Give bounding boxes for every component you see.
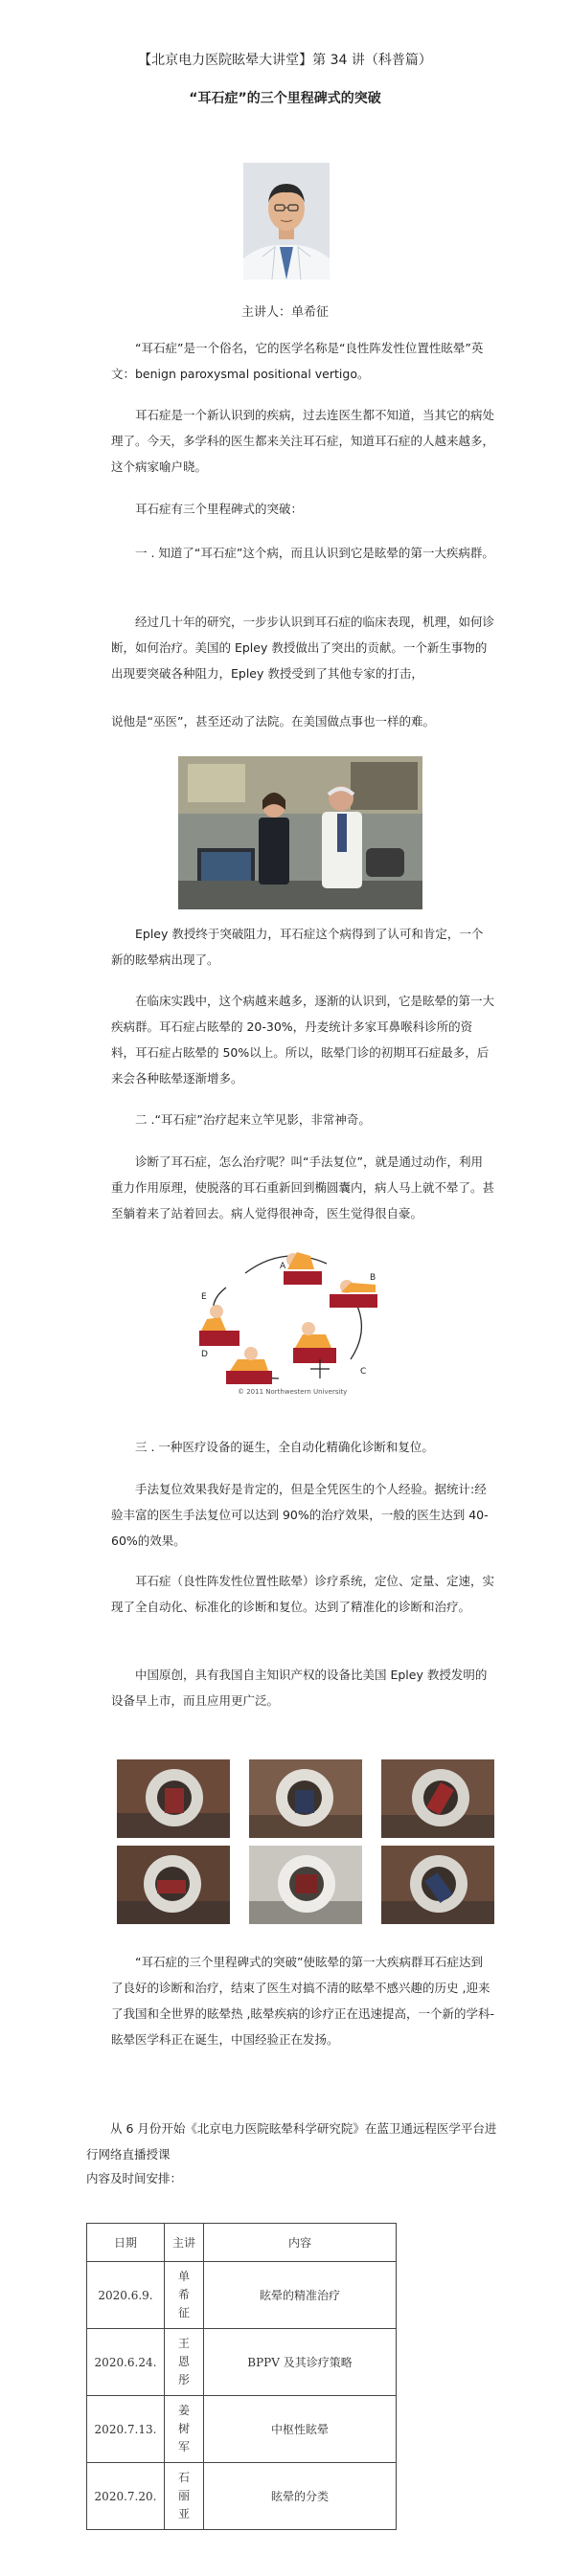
speaker-cell: 单希征 <box>165 2262 204 2329</box>
paragraph: 从 6 月份开始《北京电力医院眩晕科学研究院》在蓝卫通远程医学平台进行网络直播授课 <box>86 2121 497 2162</box>
speaker-line: 主讲人：单希征 <box>240 305 329 320</box>
column-header: 主讲 <box>165 2224 204 2262</box>
topic-cell: 眩晕的分类 <box>204 2463 397 2530</box>
date-cell: 2020.7.20. <box>87 2463 165 2530</box>
schedule-table <box>86 2223 397 2530</box>
table-row <box>87 2396 397 2463</box>
diagram-label: B <box>370 1273 376 1283</box>
device-photo <box>249 1759 362 1838</box>
device-photo <box>117 1846 230 1924</box>
paragraph: “耳石症”是一个俗名，它的医学名称是“良性阵发性位置性眩晕”英文：benign paroxysmal positional vertigo。 <box>111 341 484 381</box>
lecture-header: 【北京电力医院眩晕大讲堂】第 34 讲（科普篇） <box>138 53 432 68</box>
device-photo <box>249 1846 362 1924</box>
diagram-label: D <box>201 1350 208 1359</box>
paragraph: Epley 教授终于突破阻力，耳石症这个病得到了认可和肯定，一个新的眩晕病出现了。 <box>111 927 484 967</box>
paragraph: 在临床实践中，这个病越来越多，逐渐的认识到，它是眩晕的第一大疾病群。耳石症占眩晕的 20-30%，丹麦统计多家耳鼻喉科诊所的资料，耳石症占眩晕的 50%以上。所以，眩晕门诊的初期耳石症最多，后来会各种眩晕逐渐增多。 <box>111 994 495 1086</box>
speaker-cell: 石丽亚 <box>165 2463 204 2530</box>
table-header-row <box>87 2224 397 2262</box>
figure-caption: © 2011 Northwestern University <box>238 1388 348 1396</box>
date-cell: 2020.6.24. <box>87 2329 165 2396</box>
device-photo <box>117 1759 230 1838</box>
table-row <box>87 2329 397 2396</box>
date-cell: 2020.6.9. <box>87 2262 165 2329</box>
diagram-label: C <box>360 1367 367 1377</box>
paragraph: 诊断了耳石症，怎么治疗呢？叫“手法复位”，就是通过动作，利用重力作用原理，使脱落的耳石重新回到椭圆囊内，病人马上就不晕了。甚至躺着来了站着回去。病人觉得很神奇，医生觉得很自豪。 <box>111 1154 495 1221</box>
epley-lab-photo <box>178 756 422 909</box>
paragraph: 中国原创，具有我国自主知识产权的设备比美国 Epley 教授发明的设备早上市，而且应用更广泛。 <box>111 1668 488 1708</box>
speaker-cell: 姜树军 <box>165 2396 204 2463</box>
paragraph: 经过几十年的研究，一步步认识到耳石症的临床表现，机理，如何诊断，如何治疗。美国的 Epley 教授做出了突出的贡献。一个新生事物的出现要突破各种阻力，Epley 教授受到了其他专家的打击， <box>111 615 495 681</box>
diagram-label: A <box>280 1262 286 1271</box>
topic-cell: BPPV 及其诊疗策略 <box>204 2329 397 2396</box>
column-header: 日期 <box>87 2224 165 2262</box>
diagram-label: E <box>201 1292 207 1302</box>
paragraph: 手法复位效果我好是肯定的，但是全凭医生的个人经验。据统计:经验丰富的医生手法复位可以达到 90%的治疗效果，一般的医生达到 40-60%的效果。 <box>111 1482 489 1548</box>
paragraph: “耳石症的三个里程碑式的突破”使眩晕的第一大疾病群耳石症达到了良好的诊断和治疗，结束了医生对搞不清的眩晕不感兴趣的历史 ,迎来了我国和全世界的眩晕热 ,眩晕疾病的诊疗正在迅速提高，一个新的学科-眩晕医学科正在诞生，中国经验正在发扬。 <box>111 1955 494 2047</box>
speaker-portrait <box>243 163 330 280</box>
epley-maneuver-diagram <box>188 1235 394 1398</box>
table-row <box>87 2463 397 2530</box>
date-cell: 2020.7.13. <box>87 2396 165 2463</box>
topic-cell: 中枢性眩晕 <box>204 2396 397 2463</box>
paragraph: 耳石症是一个新认识到的疾病，过去连医生都不知道，当其它的病处理了。今天，多学科的医生都来关注耳石症，知道耳石症的人越来越多，这个病家喻户晓。 <box>111 408 495 474</box>
section-heading: 二 .“耳石症”治疗起来立竿见影，非常神奇。 <box>135 1112 371 1127</box>
paragraph: 说他是“巫医”，甚至还动了法院。在美国做点事也一样的难。 <box>111 714 435 728</box>
section-heading: 一 . 知道了“耳石症”这个病，而且认识到它是眩晕的第一大疾病群。 <box>135 546 494 560</box>
article-title: “耳石症”的三个里程碑式的突破 <box>189 91 381 106</box>
paragraph: 耳石症（良性阵发性位置性眩晕）诊疗系统，定位、定量、定速，实现了全自动化、标准化的诊断和复位。达到了精准化的诊断和治疗。 <box>111 1574 495 1614</box>
topic-cell: 眩晕的精准治疗 <box>204 2262 397 2329</box>
table-row <box>87 2262 397 2329</box>
section-heading: 三 . 一种医疗设备的诞生，全自动化精确化诊断和复位。 <box>135 1440 434 1454</box>
schedule-intro: 内容及时间安排： <box>86 2171 183 2185</box>
paragraph: 耳石症有三个里程碑式的突破： <box>135 502 304 516</box>
device-photo <box>381 1846 494 1924</box>
device-photo <box>381 1759 494 1838</box>
column-header: 内容 <box>204 2224 397 2262</box>
speaker-cell: 王恩彤 <box>165 2329 204 2396</box>
